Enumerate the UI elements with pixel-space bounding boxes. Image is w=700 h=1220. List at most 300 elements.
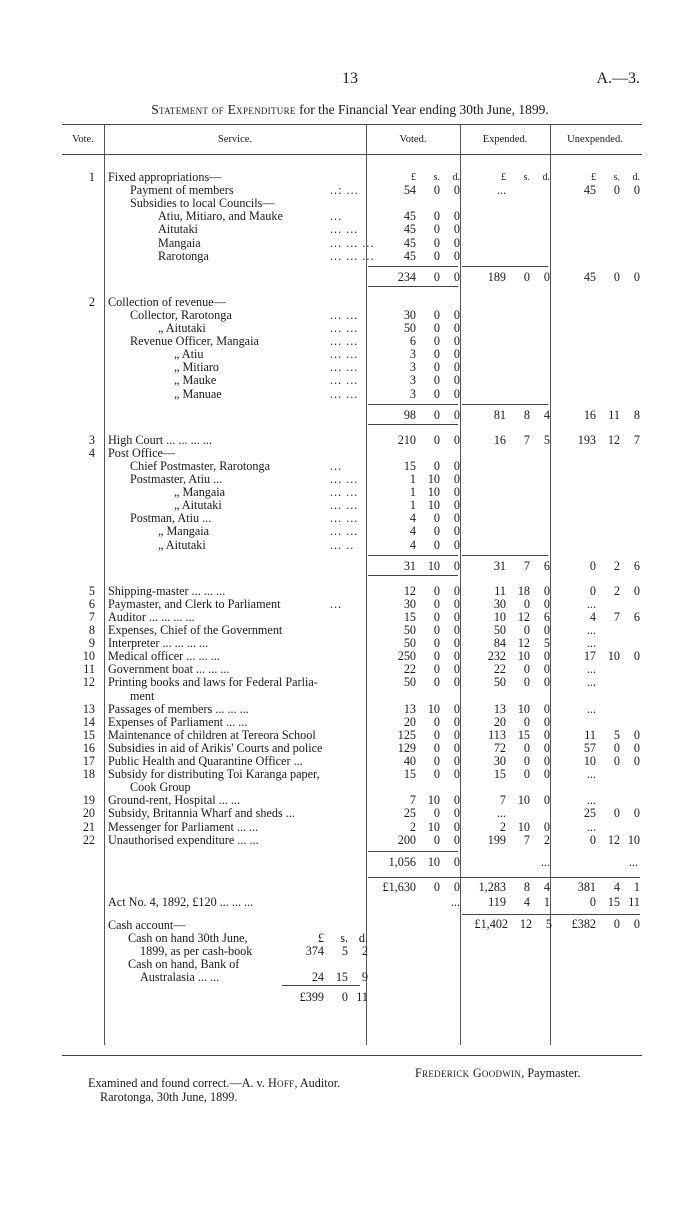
unit-pence: d.	[542, 172, 550, 183]
row-vote-number: 7	[88, 609, 95, 624]
subtotal-row	[0, 409, 700, 422]
row-voted-shillings: 0	[433, 806, 440, 821]
final-unexpended-pence: 0	[633, 916, 640, 931]
grand-unexpended	[552, 881, 638, 894]
unit-shilling: s.	[613, 172, 620, 183]
row-service: „ Mauke	[174, 373, 217, 388]
row-voted-pounds: 30	[403, 596, 416, 611]
table-row	[0, 834, 700, 847]
row-service: Government boat ... ... ...	[108, 662, 230, 677]
table-row	[0, 729, 700, 742]
row-voted-shillings: 0	[433, 373, 440, 388]
row-voted	[368, 663, 460, 676]
row-vote-number: 12	[82, 675, 95, 690]
table-row	[0, 388, 700, 401]
grand-total-row	[0, 881, 700, 894]
table-row	[0, 755, 700, 768]
table-row	[0, 473, 700, 486]
row-voted	[368, 703, 460, 716]
act-voted: ...	[450, 894, 460, 909]
row-voted	[368, 348, 460, 361]
subtotal-unexpended-shillings: 11	[608, 407, 620, 422]
row-unexpended	[552, 703, 638, 716]
row-expended-pence: 0	[543, 714, 550, 729]
row-expended-pounds: 10	[493, 609, 506, 624]
row-expended	[462, 794, 550, 807]
table-row	[0, 690, 700, 703]
final-unexpended-shillings: 0	[613, 916, 620, 931]
row-voted	[368, 539, 460, 552]
table-row	[0, 184, 700, 197]
row-expended	[462, 729, 550, 742]
grand-expended-value	[462, 881, 550, 894]
row-expended-shillings: 10	[517, 649, 530, 664]
final-expended-shillings: 12	[519, 916, 532, 931]
row-voted	[368, 512, 460, 525]
row-expended-value	[462, 637, 550, 650]
row-expended-value	[462, 598, 550, 611]
subtotal2-unexpended: ...	[628, 854, 638, 869]
subtotal2-expended: ...	[540, 854, 550, 869]
act-expended-pence: 1	[543, 894, 550, 909]
grand-voted-shillings: 0	[433, 879, 440, 894]
row-voted-value	[372, 499, 460, 512]
row-voted-pence: 0	[453, 209, 460, 224]
row-expended	[462, 755, 550, 768]
row-leader-dots: ... ...	[330, 334, 359, 349]
page-title	[0, 102, 700, 118]
final-expended-pounds: £1,402	[474, 916, 508, 931]
table-row	[0, 598, 700, 611]
row-voted	[368, 650, 460, 663]
row-unexpended-value	[552, 650, 640, 663]
row-voted-pounds: 1	[409, 472, 416, 486]
row-unexpended-shillings: 12	[607, 432, 620, 447]
row-leader-dots: ... ...	[330, 386, 359, 401]
subtotal-unexpended-value	[552, 560, 640, 573]
row-voted-value	[372, 223, 460, 236]
table-row	[0, 447, 700, 460]
row-unexpended-pounds: 0	[589, 583, 596, 598]
row-voted	[368, 716, 460, 729]
row-voted-pounds: 45	[403, 209, 416, 224]
row-expended-value	[462, 611, 550, 624]
row-voted-shillings: 0	[433, 596, 440, 611]
row-voted-pence: 0	[453, 347, 460, 362]
row-voted-value	[372, 755, 460, 768]
subtotal-voted	[368, 271, 460, 284]
row-expended	[462, 624, 550, 637]
row-voted-shillings: 0	[433, 432, 440, 447]
row-vote-number: 9	[88, 636, 95, 651]
act-unexpended-shillings: 15	[607, 894, 620, 909]
row-voted	[368, 335, 460, 348]
row-unexpended	[552, 821, 638, 834]
row-voted-value	[372, 348, 460, 361]
row-voted-shillings: 0	[433, 754, 440, 768]
row-voted-shillings: 0	[433, 649, 440, 664]
title-small-caps: Statement of Expenditure	[151, 102, 296, 117]
audit-role: , Auditor.	[294, 1076, 341, 1090]
row-voted-pounds: 30	[403, 307, 416, 322]
cash-pence: 2	[361, 943, 368, 958]
table-row	[0, 250, 700, 263]
cash-unit-pence: d.	[358, 930, 368, 945]
row-expended-pence: 0	[543, 623, 550, 637]
row-voted	[368, 434, 460, 447]
row-voted-pence: 0	[453, 360, 460, 375]
row-leader-dots: ... ...	[330, 511, 359, 526]
subtotal-voted-pence: 0	[453, 407, 460, 422]
row-voted	[368, 486, 460, 499]
audit-line-1	[88, 1076, 340, 1091]
row-service: Passages of members ... ... ...	[108, 701, 249, 716]
row-voted-pence: 0	[453, 432, 460, 447]
row-expended-pence: 0	[543, 701, 550, 716]
row-voted-value	[372, 335, 460, 348]
row-vote-number: 2	[88, 294, 95, 309]
row-unexpended-value	[552, 834, 640, 847]
row-voted	[368, 237, 460, 250]
row-unexpended	[552, 768, 638, 781]
final-expended-pence: 5	[545, 916, 552, 931]
row-voted-shillings: 0	[433, 767, 440, 782]
table-row	[0, 171, 700, 184]
row-service: Post Office—	[108, 445, 176, 460]
unit-shilling: s.	[433, 172, 440, 183]
row-voted-value	[372, 309, 460, 322]
row-voted	[368, 322, 460, 335]
row-expended	[462, 598, 550, 611]
row-expended-pence: 0	[543, 675, 550, 690]
cash-total-pence: 11	[356, 989, 368, 1004]
row-expended-value	[462, 184, 550, 197]
row-voted	[368, 460, 460, 473]
subtotal2-voted-shillings: 10	[427, 854, 440, 869]
cash-total-rule	[282, 985, 360, 986]
paymaster-signature	[415, 1066, 580, 1081]
row-expended-shillings: 0	[523, 675, 530, 690]
row-service: High Court ... ... ... ...	[108, 432, 212, 447]
cash-total	[280, 990, 368, 1005]
row-voted-value	[372, 512, 460, 525]
row-voted-value	[372, 210, 460, 223]
row-voted	[368, 637, 460, 650]
subtotal-unexpended-pounds: 16	[583, 407, 596, 422]
row-voted-pounds: 3	[409, 347, 416, 362]
table-row	[0, 434, 700, 447]
row-leader-dots: ...	[330, 596, 343, 611]
row-voted-pounds: 4	[409, 537, 416, 552]
row-voted	[368, 525, 460, 538]
row-service: Unauthorised expenditure ... ...	[108, 832, 259, 847]
subtotal-voted-shillings: 0	[433, 407, 440, 422]
row-unexpended-value	[552, 794, 640, 807]
row-unexpended-value	[552, 703, 640, 716]
row-voted-shillings: 0	[433, 832, 440, 847]
row-unexpended-pounds: 57	[583, 740, 596, 755]
row-expended-pounds: 84	[493, 636, 506, 651]
row-voted-shillings: 0	[433, 524, 440, 539]
row-voted-shillings: 10	[427, 701, 440, 716]
subtotal-voted-pence: 0	[453, 269, 460, 284]
row-voted-shillings: 0	[433, 583, 440, 598]
row-expended-shillings: 0	[523, 740, 530, 755]
row-expended-shillings: 0	[523, 714, 530, 729]
row-unexpended-pounds: 25	[583, 806, 596, 821]
row-unexpended-pence: 7	[633, 432, 640, 447]
subtotal-expended	[462, 409, 550, 422]
row-expended-value	[462, 794, 550, 807]
row-unexpended-value	[552, 807, 640, 820]
page-number: 13	[342, 70, 358, 87]
subtotal-unexpended-pence: 0	[633, 269, 640, 284]
row-service: „ Manuae	[174, 386, 222, 401]
row-vote-number: 3	[88, 432, 95, 447]
row-service: Subsidies in aid of Arikis' Courts and police	[108, 740, 323, 755]
row-voted-value	[372, 585, 460, 598]
row-voted-pounds: 12	[403, 583, 416, 598]
row-voted-pence: 0	[453, 806, 460, 821]
row-service: Paymaster, and Clerk to Parliament	[108, 596, 281, 611]
subtotal-expended-pounds: 189	[487, 269, 506, 284]
row-voted-value	[372, 361, 460, 374]
final-unexpended-pounds: £382	[571, 916, 596, 931]
row-unexpended-pence: 0	[633, 583, 640, 598]
row-unexpended-value	[552, 755, 640, 768]
row-unexpended-value	[552, 585, 640, 598]
row-voted-shillings: 0	[433, 307, 440, 322]
row-expended	[462, 821, 550, 834]
grand-expended	[462, 881, 550, 894]
row-voted	[368, 834, 460, 847]
cash-pence: 9	[361, 969, 368, 984]
row-unexpended-value	[552, 729, 640, 742]
row-leader-dots: ... ...	[330, 321, 359, 335]
row-unexpended	[552, 650, 638, 663]
row-expended-pounds: 2	[499, 819, 506, 834]
row-unexpended-pence: 0	[633, 754, 640, 768]
row-voted-shillings: 10	[427, 793, 440, 808]
cash-line-1: Cash on hand 30th June,	[128, 930, 248, 945]
row-vote-number: 21	[82, 819, 95, 834]
row-expended-shillings: 12	[517, 636, 530, 651]
row-voted-value	[372, 486, 460, 499]
row-expended-pounds: 72	[493, 740, 506, 755]
row-expended-shillings: 0	[523, 662, 530, 677]
row-voted-pence: 0	[453, 832, 460, 847]
row-service: „ Mangaia	[158, 524, 210, 539]
row-leader-dots: ... ... ...	[330, 235, 375, 250]
row-leader-dots: ..: ...	[330, 183, 359, 198]
row-expended	[462, 663, 550, 676]
row-expended-shillings: 10	[517, 701, 530, 716]
row-voted-value	[372, 460, 460, 473]
row-leader-dots: ... ...	[330, 373, 359, 388]
cash-line-3: Cash on hand, Bank of	[128, 956, 240, 971]
row-voted-pounds: 50	[403, 636, 416, 651]
row-voted-pounds: 50	[403, 321, 416, 335]
row-voted-pounds: 200	[397, 832, 416, 847]
row-vote-number: 15	[82, 727, 95, 742]
row-voted-shillings: 0	[433, 347, 440, 362]
row-voted-value	[372, 184, 460, 197]
row-unexpended-pounds: 45	[583, 183, 596, 198]
row-expended	[462, 650, 550, 663]
subtotal-voted	[368, 409, 460, 422]
row-leader-dots: ... ...	[330, 360, 359, 375]
subtotal-voted-pounds: 234	[397, 269, 416, 284]
row-service: Expenses of Parliament ... ...	[108, 714, 248, 729]
row-expended-pence: 0	[543, 727, 550, 742]
row-expended-pounds: 50	[493, 675, 506, 690]
subtotal-rule-expended	[462, 404, 548, 405]
row-service: „ Mangaia	[174, 485, 226, 500]
cash-units	[280, 931, 368, 946]
table-row	[0, 197, 700, 210]
row-expended	[462, 807, 550, 820]
row-voted-shillings: 0	[433, 209, 440, 224]
unit-pence: d.	[452, 172, 460, 183]
row-voted	[368, 223, 460, 236]
row-unexpended	[552, 794, 638, 807]
row-voted-shillings: 10	[427, 498, 440, 513]
subtotal-unexpended-pounds: 0	[589, 558, 596, 573]
cash-line-2: 1899, as per cash-book	[140, 943, 253, 958]
row-unexpended-value	[552, 676, 640, 689]
row-service: Interpreter ... ... ... ...	[108, 636, 209, 651]
row-voted	[368, 821, 460, 834]
row-voted-pounds: 4	[409, 511, 416, 526]
paymaster-name: Frederick Goodwin	[415, 1066, 522, 1080]
row-voted	[368, 611, 460, 624]
row-voted-pence: 0	[453, 235, 460, 250]
subtotal-expended-value	[462, 560, 550, 573]
row-expended-pence: 5	[543, 636, 550, 651]
row-unexpended-pence: 0	[633, 727, 640, 742]
row-unexpended	[552, 716, 638, 729]
row-unexpended-shillings: 12	[607, 832, 620, 847]
row-voted-pounds: 250	[397, 649, 416, 664]
row-vote-number: 1	[88, 170, 95, 184]
title-rest: for the Financial Year ending 30th June, 1899.	[295, 102, 549, 117]
subtotal-unexpended	[552, 560, 638, 573]
row-voted-value	[372, 598, 460, 611]
row-voted-shillings: 0	[433, 727, 440, 742]
table-row	[0, 223, 700, 236]
table-row	[0, 361, 700, 374]
subtotal-rule-voted	[368, 555, 458, 556]
row-voted-pounds: 3	[409, 373, 416, 388]
row-voted-pence: 0	[453, 321, 460, 335]
subtotal-voted-value	[372, 560, 460, 573]
row-voted-pence: 0	[453, 714, 460, 729]
row-voted-pounds: 54	[403, 183, 416, 198]
row-voted-pence: 0	[453, 740, 460, 755]
row-service: Postmaster, Atiu ...	[130, 472, 223, 486]
row-expended-shillings: 7	[523, 832, 530, 847]
row-expended-value	[462, 703, 550, 716]
row-vote-number: 10	[82, 649, 95, 664]
row-unexpended-pounds: ...	[586, 701, 596, 716]
row-unexpended-pounds: ...	[586, 623, 596, 637]
row-voted-value	[372, 473, 460, 486]
table-row	[0, 663, 700, 676]
cash-units-value	[280, 931, 368, 946]
audit-text: Examined and found correct.—A. v.	[88, 1076, 268, 1090]
row-unexpended-pence: 0	[633, 806, 640, 821]
row-leader-dots: ... ...	[330, 472, 359, 486]
cash-amount-4	[280, 970, 368, 985]
subtotal-unexpended	[552, 409, 638, 422]
grand-unexpended-value	[552, 881, 640, 894]
row-unexpended-pence: 10	[627, 832, 640, 847]
row-voted-pence: 0	[453, 793, 460, 808]
row-expended	[462, 611, 550, 624]
row-expended-pence: 0	[543, 793, 550, 808]
row-unexpended-shillings: 10	[607, 649, 620, 664]
row-vote-number: 13	[82, 701, 95, 716]
table-row	[0, 821, 700, 834]
row-voted-value	[372, 729, 460, 742]
row-expended-value	[462, 807, 550, 820]
cash-amount-2	[280, 944, 368, 959]
row-unexpended-shillings: 2	[613, 583, 620, 598]
subtotal-unexpended-pounds: 45	[583, 269, 596, 284]
row-vote-number: 8	[88, 623, 95, 637]
row-vote-number: 20	[82, 806, 95, 821]
table-row	[0, 807, 700, 820]
act-expended	[462, 896, 550, 909]
row-voted-pence: 0	[453, 701, 460, 716]
row-unexpended-pounds: 10	[583, 754, 596, 768]
row-service: Subsidy for distributing Toi Karanga paper,	[108, 767, 320, 782]
row-expended-pounds: 50	[493, 623, 506, 637]
row-unexpended-value	[552, 821, 640, 834]
table-row	[0, 309, 700, 322]
row-unexpended-shillings: 7	[613, 609, 620, 624]
row-expended-shillings: 0	[523, 754, 530, 768]
table-row	[0, 296, 700, 309]
table-bottom-rule	[62, 1055, 642, 1056]
row-voted-pence: 0	[453, 662, 460, 677]
row-expended	[462, 585, 550, 598]
row-vote-number: 5	[88, 583, 95, 598]
table-row	[0, 716, 700, 729]
row-voted-value	[372, 322, 460, 335]
row-voted	[368, 768, 460, 781]
act-expended-pounds: 119	[488, 894, 506, 909]
audit-line-2: Rarotonga, 30th June, 1899.	[100, 1090, 238, 1104]
row-expended-pounds: ...	[496, 183, 506, 198]
cash-unit-shilling: s.	[340, 930, 348, 945]
row-voted-pence: 0	[453, 583, 460, 598]
row-voted-pounds: 22	[403, 662, 416, 677]
row-voted-value	[372, 237, 460, 250]
table-row	[0, 585, 700, 598]
row-expended-pence: 0	[543, 767, 550, 782]
subtotal-expended-value	[462, 409, 550, 422]
cash-total-value	[280, 990, 368, 1005]
table-row	[0, 703, 700, 716]
row-expended-shillings: 15	[517, 727, 530, 742]
row-vote-number: 19	[82, 793, 95, 808]
row-voted-pence: 0	[453, 248, 460, 263]
row-voted-pounds: 13	[403, 701, 416, 716]
subtotal2-voted-pounds: 1,056	[388, 854, 416, 869]
row-voted-shillings: 0	[433, 360, 440, 375]
row-unexpended-shillings: 0	[613, 806, 620, 821]
